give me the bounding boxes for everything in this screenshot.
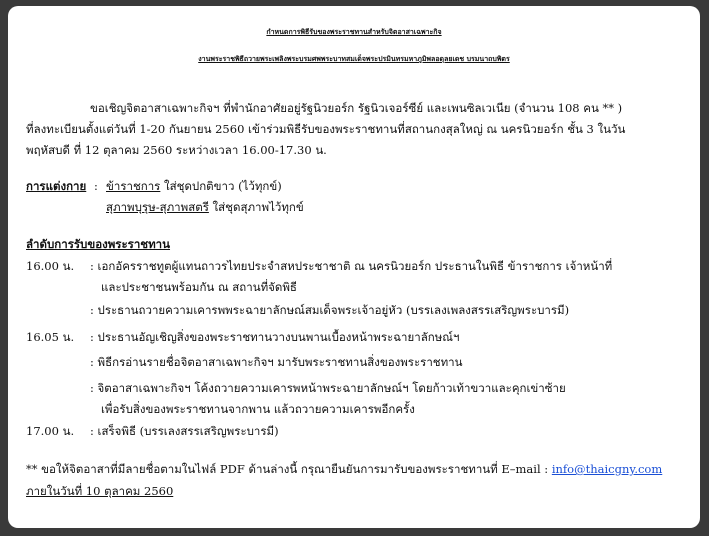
schedule-1600-line-1: : เอกอัครราชทูตผู้แทนถาวรไทยประจำสหประชาชาติ ณ นครนิวยอร์ก ประธานในพิธี ข้าราชการ เจ้าหน้าที่ (90, 259, 613, 273)
note-deadline: ภายในวันที่ 10 ตุลาคม 2560 (26, 484, 174, 498)
note-line (26, 461, 662, 477)
dress-public-text: ใส่ชุดสุภาพไว้ทุกข์ (212, 200, 304, 214)
dress-heading: การแต่งกาย (26, 179, 87, 193)
contact-email-link[interactable]: info@thaicgny.com (551, 462, 663, 476)
dress-colon: : (94, 179, 98, 193)
document-title-line1: กำหนดการพิธีรับของพระราชทานสำหรับจิตอาสาเฉพาะกิจ (266, 27, 442, 36)
schedule-1605-line-3: : จิตอาสาเฉพาะกิจฯ โค้งถวายความเคารพหน้าพระฉายาลักษณ์ฯ โดยก้าวเท้าขวาและคุกเข่าซ้าย (90, 381, 566, 395)
dress-line-2 (106, 199, 304, 215)
dress-public-label: สุภาพบุรุษ-สุภาพสตรี (106, 200, 209, 214)
schedule-1605-line-4: เพื่อรับสิ่งของพระราชทานจากพาน แล้วถวายความเคารพอีกครั้ง (101, 402, 415, 416)
schedule-time-1605: 16.05 น. (26, 330, 75, 344)
note-text: ** ขอให้จิตอาสาที่มีลายชื่อตามในไฟล์ PDF ด้านล่างนี้ กรุณายืนยันการมารับของพระราชทานที่ E–mail : (26, 462, 549, 476)
document-title-line2: งานพระราชพิธีถวายพระเพลิงพระบรมศพพระบาทสมเด็จพระปรมินทรมหาภูมิพลอดุลยเดช บรมนาถบพิตร (198, 54, 510, 63)
dress-civil-servant-text: ใส่ชุดปกติขาว (ไว้ทุกข์) (164, 179, 282, 193)
dress-civil-servant-label: ข้าราชการ (106, 179, 161, 193)
intro-line-2: ที่ลงทะเบียนตั้งแต่วันที่ 1-20 กันยายน 2560 เข้าร่วมพิธีรับของพระราชทานที่สถานกงสุลใหญ่ ณ นครนิวยอร์ก ชั้น 3 ในวัน (26, 122, 626, 136)
schedule-1600-line-2: และประชาชนพร้อมกัน ณ สถานที่จัดพิธี (101, 280, 297, 294)
schedule-time-1700: 17.00 น. (26, 424, 75, 438)
schedule-1605-line-1: : ประธานอัญเชิญสิ่งของพระราชทานวางบนพานเบื้องหน้าพระฉายาลักษณ์ฯ (90, 330, 460, 344)
schedule-1605-line-2: : พิธีกรอ่านรายชื่อจิตอาสาเฉพาะกิจฯ มารับพระราชทานสิ่งของพระราชทาน (90, 355, 463, 369)
intro-line-1: ขอเชิญจิตอาสาเฉพาะกิจฯ ที่พำนักอาศัยอยู่รัฐนิวยอร์ก รัฐนิวเจอร์ซีย์ และเพนซิลเวเนีย (จำนวน 108 คน ** ) (90, 101, 623, 115)
schedule-time-1600: 16.00 น. (26, 259, 75, 273)
document-page (8, 6, 700, 528)
schedule-1600-line-3: : ประธานถวายความเคารพพระฉายาลักษณ์สมเด็จพระเจ้าอยู่หัว (บรรเลงเพลงสรรเสริญพระบารมี) (90, 303, 570, 317)
schedule-heading: ลำดับการรับของพระราชทาน (26, 237, 171, 251)
schedule-1700-line-1: : เสร็จพิธี (บรรเลงสรรเสริญพระบารมี) (90, 424, 279, 438)
intro-line-3: พฤหัสบดี ที่ 12 ตุลาคม 2560 ระหว่างเวลา 16.00-17.30 น. (26, 143, 327, 157)
dress-line-1 (106, 178, 282, 194)
